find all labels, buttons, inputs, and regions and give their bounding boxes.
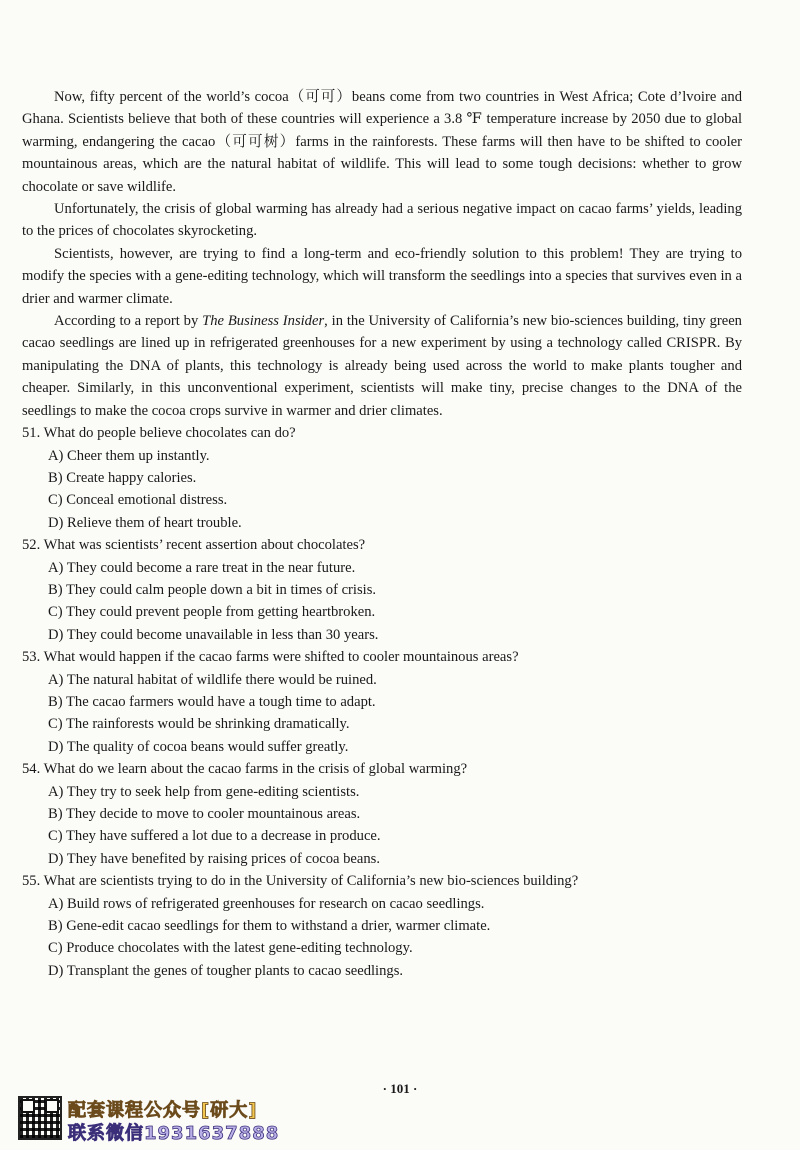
option-d: D) They could become unavailable in less than 30 years.: [48, 626, 379, 643]
paragraph-2: Unfortunately, the crisis of global warming has already had a serious negative impact on cacao farms’ yields, leading to the prices of chocolates skyrocketing.: [22, 201, 742, 240]
option-c: C) They could prevent people from getting heartbroken.: [48, 604, 376, 621]
question-stem: 53. What would happen if the cacao farms were shifted to cooler mountainous areas?: [22, 649, 519, 666]
question-stem: 55. What are scientists trying to do in the University of California’s new bio-sciences building?: [22, 873, 579, 890]
option-d: D) The quality of cocoa beans would suffer greatly.: [48, 738, 349, 755]
paragraph-4: [22, 310, 742, 422]
option-c: C) The rainforests would be shrinking dramatically.: [48, 716, 350, 733]
question-55: [22, 870, 742, 982]
option-b: B) Create happy calories.: [48, 469, 197, 486]
paragraph-4-body: , in the University of California’s new bio-sciences building, tiny green cacao seedlings are lined up in refrigerated greenhouses for a new experiment by using a technology called CRISPR. By manipulating the DNA of plants, this technology is already being used across the world to make plants tougher and cheaper. Similarly, in this unconventional experiment, scientists will make tiny, precise changes to the DNA of the seedlings to make the cocoa crops survive in warmer and drier climates.: [22, 313, 742, 419]
page-number: · 101 ·: [382, 1081, 418, 1096]
promo-watermark: [18, 1096, 318, 1142]
paragraph-3: Scientists, however, are trying to find a long-term and eco-friendly solution to this problem! They are trying to modify the species with a gene-editing technology, which will transform the seedlings into a species that survives even in a drier and warmer climate.: [22, 245, 742, 307]
question-54: [22, 758, 742, 870]
question-52: [22, 534, 742, 646]
option-b: B) They decide to move to cooler mountainous areas.: [48, 806, 361, 822]
option-d: D) Transplant the genes of tougher plants to cacao seedlings.: [48, 962, 404, 979]
option-c: C) They have suffered a lot due to a decrease in produce.: [48, 828, 381, 845]
paragraph-4-lead: According to a report by: [54, 313, 203, 330]
question-53: [22, 646, 742, 758]
option-d: D) They have benefited by raising prices of cocoa beans.: [48, 850, 381, 867]
option-a: A) Cheer them up instantly.: [48, 447, 210, 464]
question-stem: 51. What do people believe chocolates can do?: [22, 425, 296, 442]
promo-line-1: 配套课程公众号[研大]: [68, 1100, 258, 1121]
option-b: B) The cacao farmers would have a tough time to adapt.: [48, 693, 376, 710]
promo-line-2: 联系微信1931637888: [68, 1123, 280, 1144]
option-a: A) They could become a rare treat in the near future.: [48, 559, 356, 576]
option-b: B) Gene-edit cacao seedlings for them to withstand a drier, warmer climate.: [48, 918, 491, 935]
option-a: A) They try to seek help from gene-editing scientists.: [48, 783, 360, 800]
question-stem: 52. What was scientists’ recent assertion about chocolates?: [22, 537, 366, 554]
option-a: A) The natural habitat of wildlife there would be ruined.: [48, 671, 377, 688]
document-page: [22, 86, 742, 982]
option-c: C) Conceal emotional distress.: [48, 492, 228, 509]
option-c: C) Produce chocolates with the latest gene-editing technology.: [48, 940, 413, 957]
question-51: [22, 422, 742, 534]
paragraph-1: Now, fifty percent of the world’s cocoa（可可）beans come from two countries in West Africa; Cote d’lvoire and Ghana. Scientists believe that both of these countries will experience a 3.8 ℉ temperature increase by 2050 due to global warming, endangering the cacao（可可树）farms in the rainforests. These farms will then have to be shifted to cooler mountainous areas, which are the natural habitat of wildlife. This will lead to some tough decisions: whether to grow chocolate or save wildlife.: [22, 89, 742, 195]
option-a: A) Build rows of refrigerated greenhouses for research on cacao seedlings.: [48, 895, 485, 912]
option-b: B) They could calm people down a bit in times of crisis.: [48, 581, 377, 598]
qr-code-icon: [18, 1096, 62, 1140]
source-title: The Business Insider: [202, 313, 325, 330]
question-stem: 54. What do we learn about the cacao farms in the crisis of global warming?: [22, 761, 468, 778]
option-d: D) Relieve them of heart trouble.: [48, 514, 242, 531]
